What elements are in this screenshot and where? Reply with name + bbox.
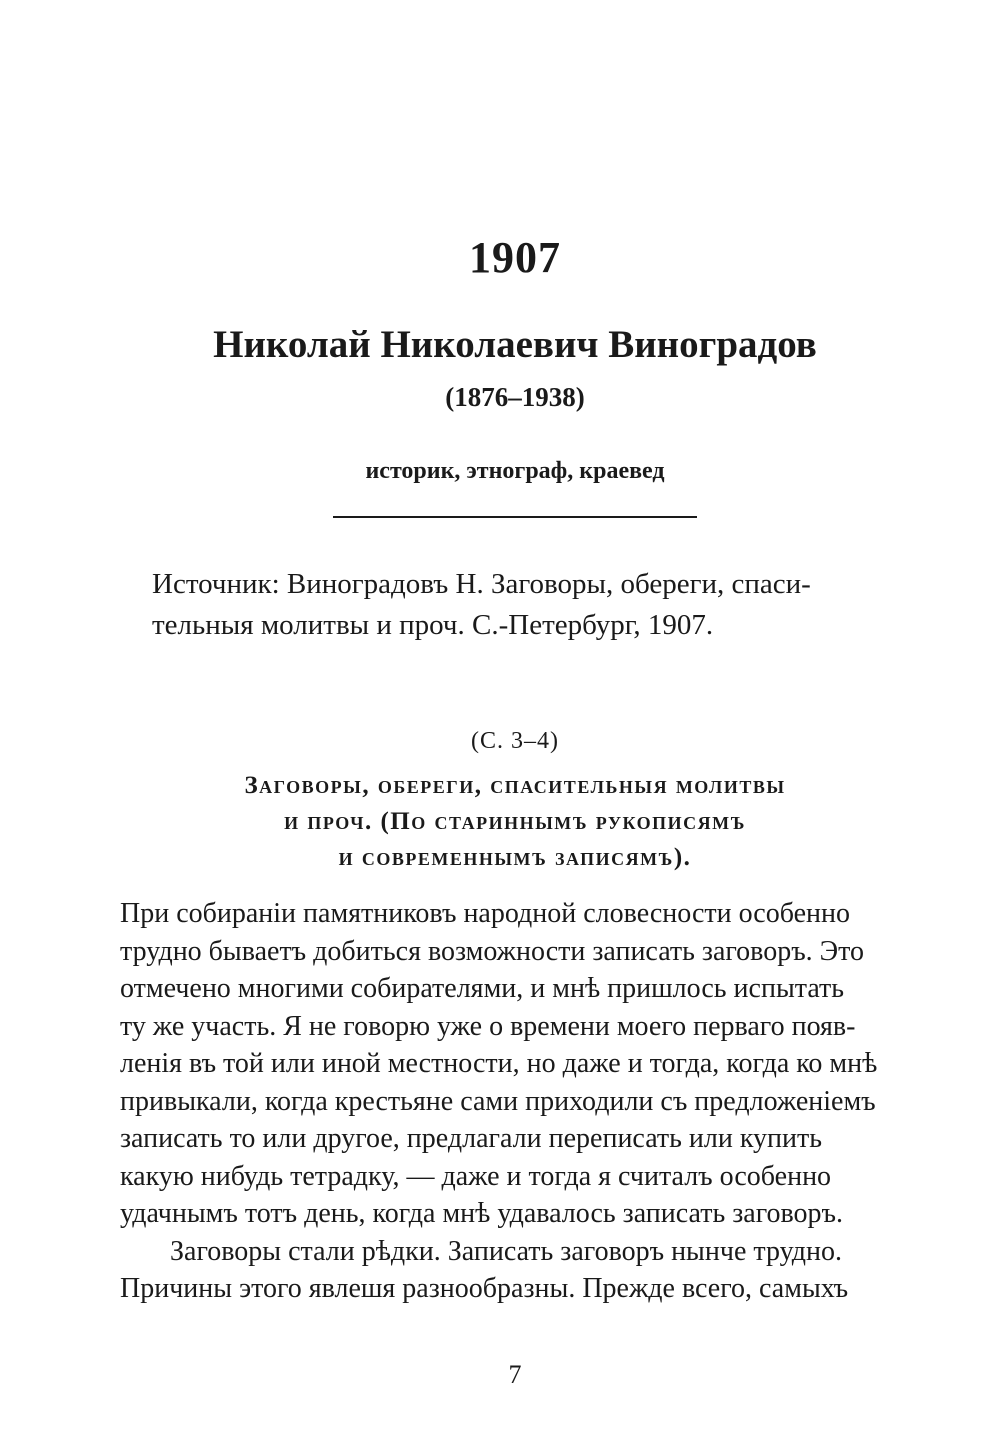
author-name: Николай Николаевич Виноградов xyxy=(213,323,817,366)
source-line: тельныя молитвы и проч. С.-Петербург, 1907. xyxy=(152,609,714,641)
body-line: Заговоры стали рѣдки. Записать заговоръ нынче трудно. xyxy=(170,1235,843,1267)
body-line: привыкали, когда крестьяне сами приходили съ предложеніемъ xyxy=(120,1085,876,1117)
body-line: какую нибудь тетрадку, — даже и тогда я считалъ особенно xyxy=(120,1160,832,1192)
body-line: записать то или другое, предлагали переписать или купить xyxy=(120,1123,823,1154)
section-title-line: и современнымъ записямъ). xyxy=(338,844,692,871)
author-dates: (1876–1938) xyxy=(445,382,585,412)
author-role: историк, этнограф, краевед xyxy=(365,458,665,484)
section-title xyxy=(120,768,910,876)
body-line: ту же участь. Я не говорю уже о времени моего перваго появ- xyxy=(120,1010,856,1042)
year-heading: 1907 xyxy=(469,233,561,282)
page-number: 7 xyxy=(508,1360,522,1389)
section-title-line: Заговоры, обереги, спасительныя молитвы xyxy=(244,772,786,799)
body-line: ленія въ той или иной местности, но даже и тогда, когда ко мнѣ xyxy=(120,1048,878,1079)
section-title-line: и проч. (По стариннымъ рукописямъ xyxy=(284,808,746,835)
source-line: Источник: Виноградовъ Н. Заговоры, обереги, спаси- xyxy=(152,568,811,600)
divider-rule xyxy=(333,516,697,518)
body-line: трудно бываетъ добиться возможности записать заговоръ. Это xyxy=(120,935,865,967)
page-reference: (С. 3–4) xyxy=(471,728,559,754)
body-line: При собираніи памятниковъ народной словесности особенно xyxy=(120,898,850,929)
body-line: удачнымъ тотъ день, когда мнѣ удавалось записать заговоръ. xyxy=(120,1198,844,1229)
body-line: Причины этого явлешя разнообразны. Прежде всего, самыхъ xyxy=(120,1273,849,1304)
body-line: отмечено многими собирателями, и мнѣ пришлось испытать xyxy=(120,973,845,1004)
body-text xyxy=(120,895,930,1308)
source-citation xyxy=(152,564,892,646)
